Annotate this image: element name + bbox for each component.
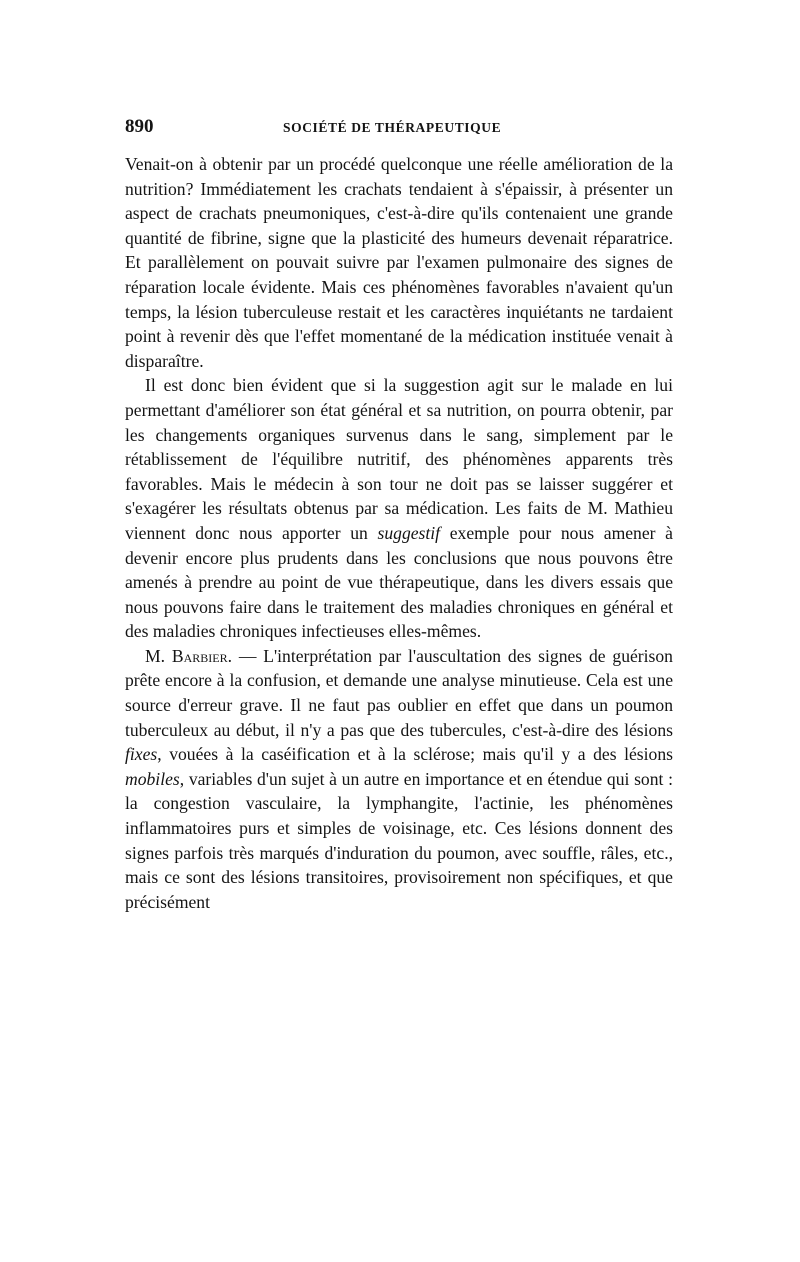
text-segment: , variables d'un sujet à un autre en importance et en étendue qui sont : la congestion vasculaire, la lymphangite, l'actinie, les phénomènes inflammatoires purs et simples de voisinage, etc. Ces lésions donnent des signes parfois très marqués d'induration du poumon, avec souffle, râles, etc., mais ce sont des lésions transitoires, provisoirement non spécifiques, et que précisément (125, 768, 673, 912)
page-number: 890 (125, 116, 154, 137)
italic-term: mobiles (125, 768, 180, 789)
italic-term: fixes (125, 744, 158, 765)
paragraph (125, 152, 673, 373)
book-page (125, 112, 673, 914)
italic-term: suggestif (377, 522, 441, 543)
text-segment: M. (145, 645, 172, 666)
running-title: SOCIÉTÉ DE THÉRAPEUTIQUE (283, 120, 502, 135)
text-segment: Venait-on à obtenir par un procédé quelconque une réelle amélioration de la nutrition? Immédiatement les crachats tendaient à s'épaissir, à présenter un aspect de crachats pneumoniques, c'est-à-dire qu'ils contenaient une grande quantité de fibrine, signe que la plasticité des humeurs devenait réparatrice. Et parallèlement on pouvait suivre par l'examen pulmonaire des signes de réparation locale évidente. Mais ces phénomènes favorables n'avaient qu'un temps, la lésion tuberculeuse restait et les caractères inquiétants ne tardaient point à revenir dès que l'effet momentané de la médication instituée venait à disparaître. (125, 154, 673, 371)
body-text (125, 152, 673, 914)
text-segment: , vouées à la caséification et à la sclérose; mais qu'il y a des lésions (157, 744, 673, 765)
text-segment: exemple pour nous amener à devenir encore plus prudents dans les conclusions que nous pouvons être amenés à prendre au point de vue thérapeutique, dans les divers essais que nous pouvons faire dans le traitement des maladies chroniques en général et des maladies chroniques infectieuses elles-mêmes. (125, 522, 673, 642)
paragraph (125, 373, 673, 644)
text-segment: . — L'interprétation par l'auscultation des signes de guérison prête encore à la confusion, et demande une analyse minutieuse. Cela est une source d'erreur grave. Il ne faut pas oublier en effet que dans un poumon tuberculeux au début, il n'y a pas que des tubercules, c'est-à-dire des lésions (125, 645, 673, 740)
page-header (125, 112, 673, 142)
text-segment: Il est donc bien évident que si la suggestion agit sur le malade en lui permettant d'améliorer son état général et sa nutrition, on pourra obtenir, par les changements organiques survenus dans le sang, simplement par le rétablissement de l'équilibre nutritif, des phénomènes apparents très favorables. Mais le médecin à son tour ne doit pas se laisser suggérer et s'exagérer les résultats obtenus par sa médication. Les faits de M. Mathieu viennent donc nous apporter un (125, 375, 673, 543)
speaker-name: Barbier (171, 645, 228, 666)
paragraph (125, 644, 673, 915)
